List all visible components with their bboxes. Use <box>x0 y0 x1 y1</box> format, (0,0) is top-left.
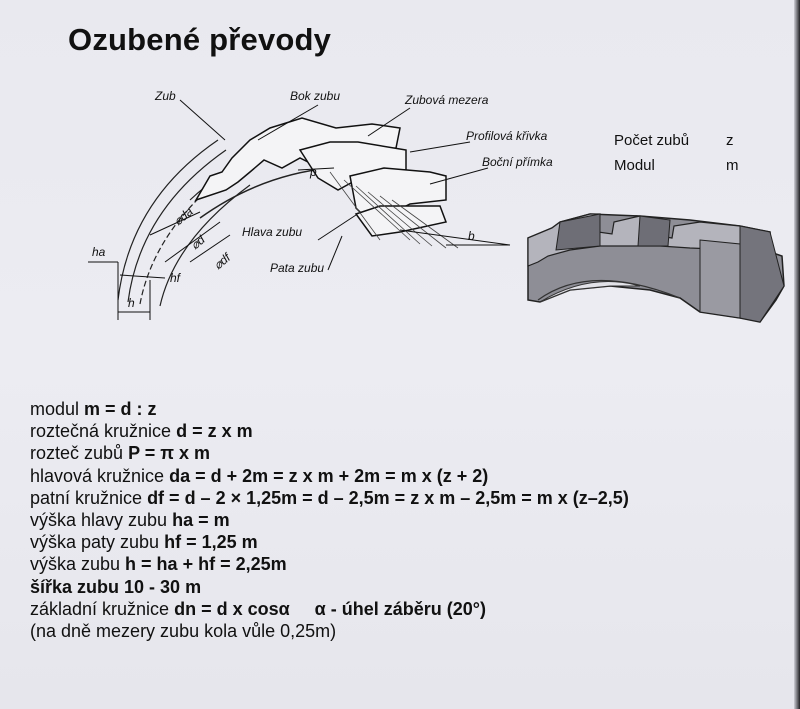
label-b: b <box>468 229 475 243</box>
legend-key: Modul <box>614 157 655 174</box>
legend-value: m <box>726 157 739 174</box>
formula-line <box>30 509 629 531</box>
formula-label: (na dně mezery zubu kola vůle 0,25m) <box>30 621 337 642</box>
label-pata-zubu: Pata zubu <box>270 261 325 275</box>
formula-line <box>30 576 629 598</box>
formula-label: rozteč zubů <box>30 443 129 464</box>
formula-expression: da = d + 2m = z x m + 2m = m x (z + 2) <box>169 465 489 486</box>
formula-line <box>30 465 629 487</box>
gear-3d-illustration <box>528 214 784 322</box>
formula-expression: df = d – 2 × 1,25m = d – 2,5m = z x m – 2,5m = m x (z–2,5) <box>147 487 629 508</box>
formula-line <box>30 398 629 420</box>
formula-label: základní kružnice <box>30 598 175 619</box>
label-d: ⌀d <box>187 232 208 253</box>
label-da: ⌀da <box>170 204 196 229</box>
formula-line <box>30 620 629 642</box>
label-hf: hf <box>170 271 181 285</box>
label-profilova-krivka: Profilová křivka <box>466 129 548 143</box>
formula-line <box>30 553 629 575</box>
label-bocni-primka: Boční přímka <box>482 155 553 169</box>
formula-expression: d = z x m <box>176 421 253 442</box>
symbol-legend <box>614 132 739 182</box>
formula-note: α - úhel záběru (20°) <box>289 598 486 619</box>
formula-line <box>30 442 629 464</box>
formula-expression: hf = 1,25 m <box>164 532 258 553</box>
formula-label: patní kružnice <box>30 487 148 508</box>
formula-expression: m = d : z <box>84 399 157 419</box>
formula-expression: h = ha + hf = 2,25m <box>125 554 287 575</box>
formula-label: roztečná kružnice <box>30 421 177 442</box>
formula-expression: dn = d x cosα <box>174 598 290 619</box>
formula-label: výška paty zubu <box>30 532 165 553</box>
formula-label: šířka zubu <box>30 576 125 597</box>
formula-label: výška hlavy zubu <box>30 510 173 531</box>
formula-expression: 10 - 30 m <box>124 576 202 597</box>
formula-line <box>30 531 629 553</box>
legend-row-modul <box>614 157 739 182</box>
label-ha: ha <box>92 245 106 259</box>
label-h: h <box>128 296 135 310</box>
label-df: ⌀df <box>210 250 234 273</box>
label-p: p <box>310 165 317 179</box>
formula-label: modul <box>30 399 85 419</box>
label-hlava-zubu: Hlava zubu <box>242 225 303 239</box>
formula-label: výška zubu <box>30 554 126 575</box>
formula-line <box>30 598 629 620</box>
label-zub: Zub <box>155 89 176 103</box>
label-zubova-mezera: Zubová mezera <box>405 93 489 107</box>
formula-list <box>30 398 629 642</box>
formula-expression: ha = m <box>172 510 230 531</box>
formula-line <box>30 420 629 442</box>
formula-label: hlavová kružnice <box>30 465 170 486</box>
formula-expression: P = π x m <box>128 443 211 464</box>
label-bok-zubu: Bok zubu <box>290 89 341 103</box>
legend-value: z <box>726 132 734 149</box>
formula-line <box>30 487 629 509</box>
gear-diagram <box>0 70 800 360</box>
legend-row-pocet-zubu <box>614 132 739 157</box>
legend-key: Počet zubů <box>614 132 690 149</box>
page-title: Ozubené převody <box>68 22 332 57</box>
